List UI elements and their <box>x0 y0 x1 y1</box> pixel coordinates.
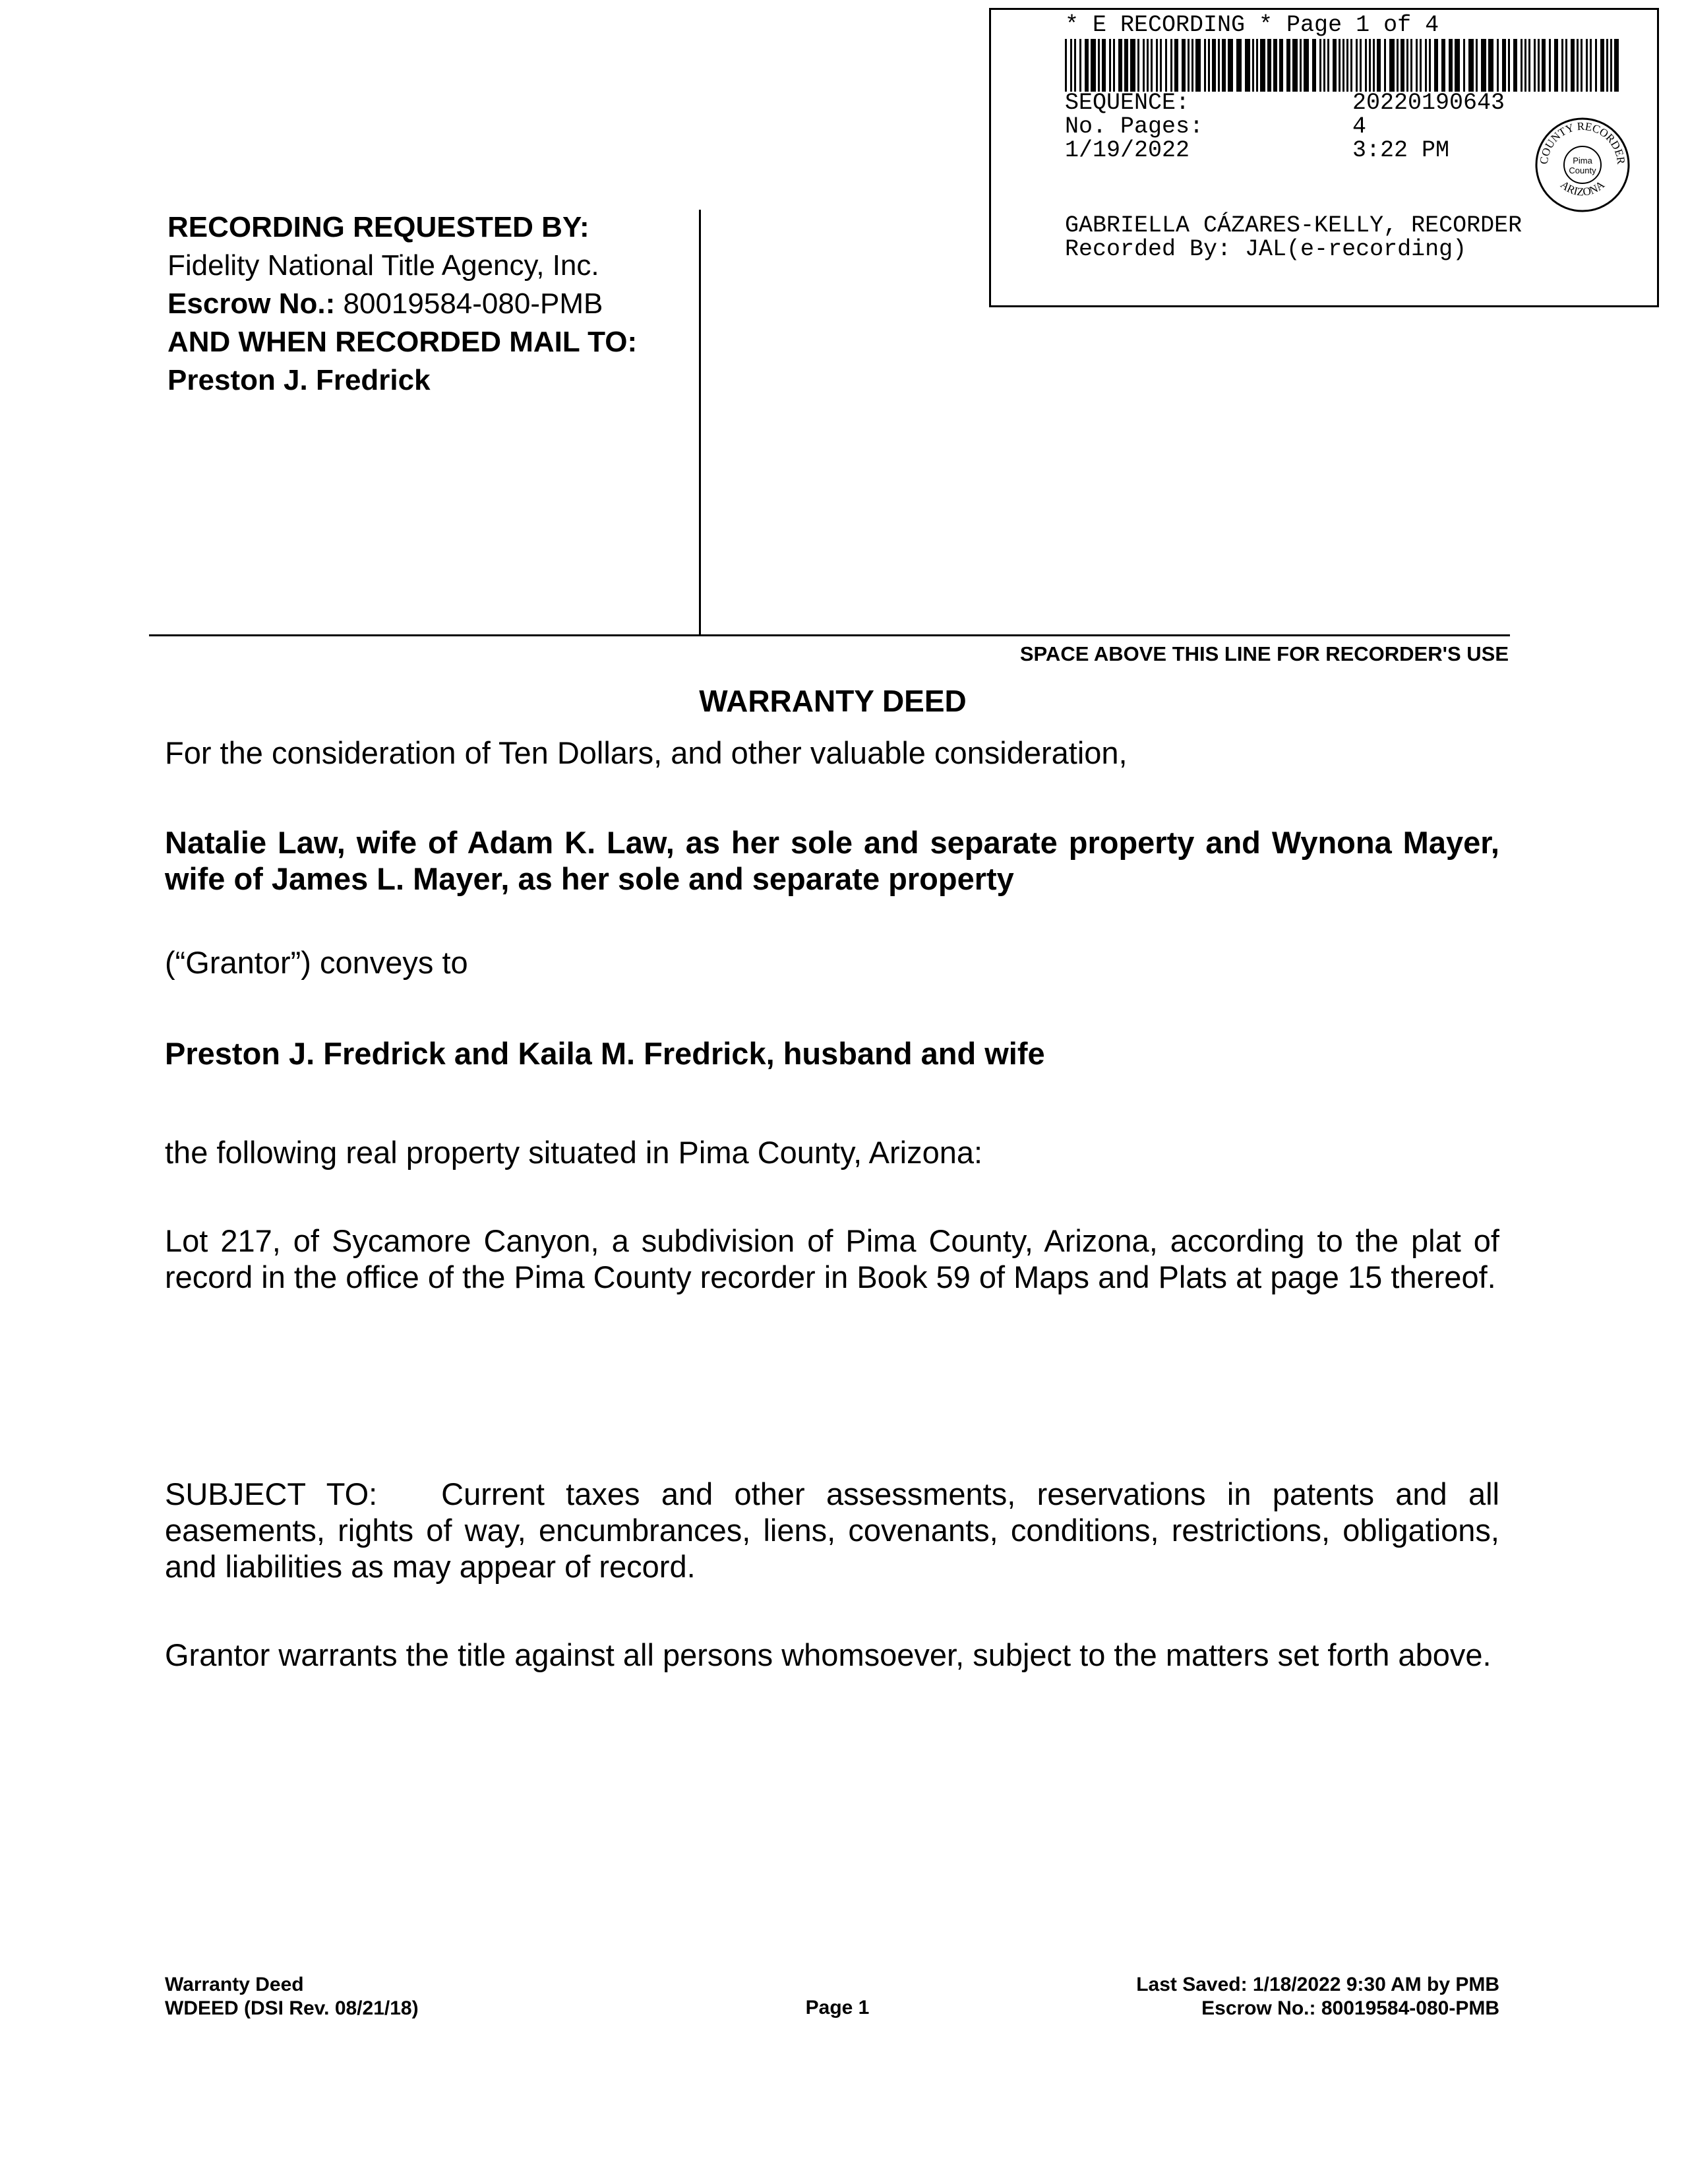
barcode-bar <box>1425 39 1427 92</box>
subject-to-text: Current taxes and other assessments, reservations in patents and all easements, rights of way, encumbrances, liens, covenants, conditions, restrictions, obligations, and liabilities as may appear of record. <box>165 1476 1499 1584</box>
recorder-use-line <box>149 634 1510 636</box>
barcode-bar <box>1521 39 1522 92</box>
barcode-bar <box>1508 39 1510 92</box>
barcode-bar <box>1420 39 1422 92</box>
barcode-bar <box>1468 39 1474 92</box>
escrow-label: Escrow No.: <box>167 288 336 320</box>
requested-by-label: RECORDING REQUESTED BY: <box>167 211 589 243</box>
barcode-bar <box>1143 39 1145 92</box>
barcode-bar <box>1260 39 1265 92</box>
barcode-bar <box>1339 39 1341 92</box>
barcode-bar <box>1350 39 1352 92</box>
recorder-space-note: SPACE ABOVE THIS LINE FOR RECORDER'S USE <box>1019 642 1509 665</box>
document-title: WARRANTY DEED <box>699 684 967 718</box>
barcode-bar <box>1606 39 1608 92</box>
barcode-bar <box>1416 39 1418 92</box>
barcode-bar <box>1208 39 1210 92</box>
recorded-by: Recorded By: JAL(e-recording) <box>1065 236 1467 262</box>
footer-form-id: WDEED (DSI Rev. 08/21/18) <box>165 1997 419 2019</box>
barcode-bar <box>1204 39 1206 92</box>
barcode-bar <box>1113 39 1115 92</box>
barcode-bar <box>1377 39 1381 92</box>
barcode-bar <box>1292 39 1298 92</box>
barcode <box>1065 39 1619 92</box>
barcode-bar <box>1502 39 1506 92</box>
barcode-bar <box>1137 39 1139 92</box>
barcode-bar <box>1191 39 1193 92</box>
barcode-bar <box>1091 39 1096 92</box>
barcode-bar <box>1333 39 1337 92</box>
barcode-bar <box>1586 39 1588 92</box>
conveys-text: (“Grantor”) conveys to <box>165 945 468 980</box>
barcode-bar <box>1188 39 1190 92</box>
barcode-bar <box>1528 39 1530 92</box>
barcode-bar <box>1449 39 1453 92</box>
barcode-bar <box>1300 39 1302 92</box>
barcode-bar <box>1342 39 1344 92</box>
barcode-bar <box>1160 39 1162 92</box>
barcode-bar <box>1109 39 1111 92</box>
barcode-bar <box>1252 39 1254 92</box>
barcode-bar <box>1319 39 1321 92</box>
barcode-bar <box>1323 39 1325 92</box>
subject-to-label: SUBJECT TO: <box>165 1476 378 1511</box>
barcode-bar <box>1065 39 1067 92</box>
barcode-bar <box>1406 39 1408 92</box>
barcode-bar <box>1124 39 1128 92</box>
barcode-bar <box>1118 39 1122 92</box>
barcode-bar <box>1565 39 1567 92</box>
sequence-label: SEQUENCE: <box>1065 90 1190 116</box>
grantee-names: Preston J. Fredrick and Kaila M. Fredrick, husband and wife <box>165 1036 1045 1071</box>
barcode-bar <box>1581 39 1582 92</box>
barcode-bar <box>1542 39 1546 92</box>
mail-to-name: Preston J. Fredrick <box>167 364 431 396</box>
property-intro: the following real property situated in Pima County, Arizona: <box>165 1135 983 1170</box>
barcode-bar <box>1218 39 1220 92</box>
svg-text:Pima: Pima <box>1573 156 1592 166</box>
barcode-bar <box>1174 39 1178 92</box>
barcode-bar <box>1429 39 1431 92</box>
barcode-bar <box>1267 39 1271 92</box>
barcode-bar <box>1549 39 1551 92</box>
barcode-bar <box>1577 39 1579 92</box>
barcode-bar <box>1389 39 1395 92</box>
recording-request-block <box>167 208 682 400</box>
barcode-bar <box>1524 39 1526 92</box>
barcode-bar <box>1463 39 1465 92</box>
barcode-bar <box>1365 39 1367 92</box>
recorder-name: GABRIELLA CÁZARES-KELLY, RECORDER <box>1065 212 1522 239</box>
barcode-bar <box>1488 39 1493 92</box>
footer-right <box>989 1973 1499 2020</box>
barcode-bar <box>1614 39 1619 92</box>
footer-last-saved: Last Saved: 1/18/2022 9:30 AM by PMB <box>1136 1974 1499 1995</box>
svg-text:County: County <box>1569 166 1596 175</box>
barcode-bar <box>1595 39 1597 92</box>
pages-label: No. Pages: <box>1065 113 1204 140</box>
barcode-bar <box>1212 39 1216 92</box>
barcode-bar <box>1346 39 1348 92</box>
barcode-bar <box>1165 39 1167 92</box>
pages-value: 4 <box>1352 113 1367 140</box>
svg-text:COUNTY RECORDER: COUNTY RECORDER <box>1537 119 1628 165</box>
footer-left <box>165 1973 419 2020</box>
mail-to-label: AND WHEN RECORDED MAIL TO: <box>167 326 638 358</box>
footer-page-number: Page 1 <box>805 1997 870 2018</box>
barcode-bar <box>1513 39 1517 92</box>
subject-to-clause <box>165 1476 1499 1585</box>
barcode-bar <box>1256 39 1258 92</box>
barcode-bar <box>1373 39 1375 92</box>
barcode-bar <box>1538 39 1540 92</box>
svg-text:ARIZONA: ARIZONA <box>1557 178 1608 198</box>
sequence-value: 20220190643 <box>1352 90 1505 116</box>
barcode-bar <box>1327 39 1329 92</box>
barcode-bar <box>1554 39 1558 92</box>
barcode-bar <box>1070 39 1072 92</box>
legal-description: Lot 217, of Sycamore Canyon, a subdivision of Pima County, Arizona, according to the plat of record in the office of the Pima County recorder in Book 59 of Maps and Plats at page 15 thereof. <box>165 1223 1499 1294</box>
barcode-bar <box>1369 39 1371 92</box>
barcode-bar <box>1245 39 1250 92</box>
barcode-bar <box>1098 39 1100 92</box>
barcode-bar <box>1236 39 1242 92</box>
barcode-bar <box>1481 39 1486 92</box>
barcode-bar <box>1151 39 1153 92</box>
recorder-stamp <box>989 8 1659 307</box>
barcode-bar <box>1455 39 1460 92</box>
stamp-header: * E RECORDING * Page 1 of 4 <box>1065 12 1439 38</box>
barcode-bar <box>1130 39 1135 92</box>
barcode-bar <box>1286 39 1290 92</box>
record-time: 3:22 PM <box>1352 137 1450 164</box>
barcode-bar <box>1434 39 1438 92</box>
barcode-bar <box>1074 39 1076 92</box>
barcode-bar <box>1410 39 1412 92</box>
barcode-bar <box>1534 39 1536 92</box>
barcode-bar <box>1356 39 1358 92</box>
barcode-bar <box>1182 39 1186 92</box>
barcode-bar <box>1195 39 1201 92</box>
barcode-bar <box>1102 39 1106 92</box>
barcode-bar <box>1561 39 1563 92</box>
record-date: 1/19/2022 <box>1065 137 1190 164</box>
barcode-bar <box>1497 39 1499 92</box>
barcode-bar <box>1228 39 1233 92</box>
barcode-bar <box>1304 39 1309 92</box>
barcode-bar <box>1610 39 1612 92</box>
barcode-bar <box>1360 39 1362 92</box>
barcode-bar <box>1590 39 1592 92</box>
footer-doc-name: Warranty Deed <box>165 1974 304 1995</box>
escrow-number: 80019584-080-PMB <box>343 288 603 320</box>
warranty-clause: Grantor warrants the title against all persons whomsoever, subject to the matters set forth above. <box>165 1637 1492 1672</box>
barcode-bar <box>1312 39 1316 92</box>
county-seal <box>1533 115 1632 214</box>
vertical-divider <box>699 210 701 636</box>
barcode-bar <box>1085 39 1089 92</box>
consideration-text: For the consideration of Ten Dollars, and other valuable consideration, <box>165 735 1128 770</box>
barcode-bar <box>1079 39 1081 92</box>
barcode-bar <box>1571 39 1575 92</box>
barcode-bar <box>1441 39 1445 92</box>
barcode-bar <box>1384 39 1386 92</box>
grantor-names: Natalie Law, wife of Adam K. Law, as her sole and separate property and Wynona Mayer, wife of James L. Mayer, as her sole and separate property <box>165 825 1499 896</box>
barcode-bar <box>1279 39 1283 92</box>
agency-name: Fidelity National Title Agency, Inc. <box>167 249 599 282</box>
footer-escrow: Escrow No.: 80019584-080-PMB <box>1201 1997 1499 2019</box>
barcode-bar <box>1397 39 1399 92</box>
barcode-bar <box>1170 39 1172 92</box>
barcode-bar <box>1273 39 1277 92</box>
barcode-bar <box>1600 39 1604 92</box>
barcode-bar <box>1401 39 1404 92</box>
barcode-bar <box>1222 39 1226 92</box>
barcode-bar <box>1156 39 1158 92</box>
barcode-bar <box>1147 39 1149 92</box>
barcode-bar <box>1476 39 1478 92</box>
